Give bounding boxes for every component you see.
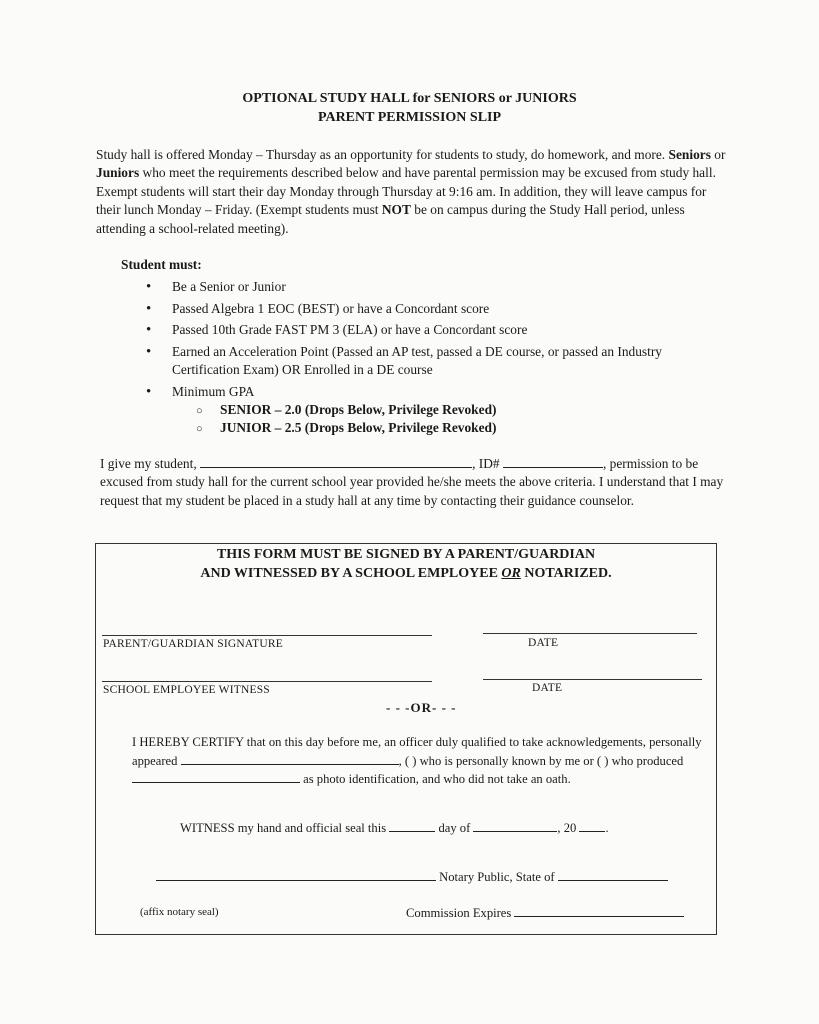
circle-bullet-icon: ○ [196,405,203,417]
witness-text-b: day of [438,821,471,835]
bullet-icon: • [146,344,152,360]
criteria-item [146,278,726,296]
certify-text-a: I HEREBY CERTIFY that on this day before me, an officer duly qualified to take acknowledgements, personally appeared [132,735,702,768]
signature-box [95,543,717,935]
intro-or: or [714,147,726,162]
parent-date-label: DATE [528,637,559,649]
notary-label: Notary Public, State of [439,870,555,884]
criteria-item-text: Be a Senior or Junior [172,279,286,294]
criteria-heading: Student must: [121,257,202,272]
witness-text-a: WITNESS my hand and official seal this [180,821,387,835]
parent-signature-label: PARENT/GUARDIAN SIGNATURE [103,638,283,650]
gpa-junior-text: JUNIOR – 2.5 (Drops Below, Privilege Revoked) [220,420,497,435]
appeared-name-field[interactable] [181,752,399,765]
notary-seal-label: (affix notary seal) [140,906,219,918]
gpa-senior-text: SENIOR – 2.0 (Drops Below, Privilege Revoked) [220,402,497,417]
form-title: OPTIONAL STUDY HALL for SENIORS or JUNIORS [242,91,577,106]
criteria-item [146,383,726,401]
box-title-line2 [96,566,716,582]
intro-juniors: Juniors [96,165,140,181]
student-id-field[interactable] [503,455,603,468]
commission-line [406,904,684,921]
criteria-item [146,300,726,318]
parent-signature-line[interactable] [102,635,432,636]
intro-text-3: be on campus during the Study Hall period, unless attending a school-related meeting). [96,202,685,236]
box-title-part-a: AND WITNESSED BY A SCHOOL EMPLOYEE [200,566,498,581]
commission-label: Commission Expires [406,906,512,920]
day-field[interactable] [389,819,435,832]
gpa-senior [196,401,496,420]
form-subtitle: PARENT PERMISSION SLIP [317,110,502,125]
notary-certification [132,734,717,789]
witness-text-c: , 20 [557,821,577,835]
gpa-junior [196,419,496,438]
or-divider: - - -OR- - - [386,700,457,715]
witness-signature-label: SCHOOL EMPLOYEE WITNESS [103,684,270,696]
permission-label: , permission [602,456,669,471]
intro-not: NOT [381,202,411,218]
bullet-icon: • [146,322,152,338]
box-title-or: OR [501,566,521,581]
criteria-item-text: Earned an Acceleration Point (Passed an AP test, passed a DE course, or passed an Industry Certification Exam) OR Enrolled in a DE course [172,344,662,378]
witness-signature-line[interactable] [102,681,432,682]
intro-paragraph [96,146,726,238]
notary-line [156,868,668,885]
photo-id-field[interactable] [132,770,300,783]
circle-bullet-icon: ○ [196,423,203,435]
permission-give: I give my student, [100,456,197,471]
box-title-line1: THIS FORM MUST BE SIGNED BY A PARENT/GUARDIAN [216,547,596,562]
student-name-field[interactable] [200,455,472,468]
intro-seniors: Seniors [668,147,711,162]
witness-date-label: DATE [532,682,563,694]
bullet-icon: • [146,384,152,400]
witness-text-d: . [605,821,609,835]
bullet-icon: • [146,301,152,317]
certify-text-c: as photo identification, and who did not take an oath. [303,772,571,786]
permission-rest: to be excused from study hall for the current school year provided he/she meets the above criteria. I understand that I may request that my student be placed in a study hall at any time by contacting their guidance counselor. [100,456,724,508]
criteria-item-text: Passed Algebra 1 EOC (BEST) or have a Concordant score [172,301,490,316]
year-field[interactable] [579,819,605,832]
notary-state-field[interactable] [558,868,668,881]
criteria-item [146,321,726,339]
criteria-item-text: Passed 10th Grade FAST PM 3 (ELA) or have a Concordant score [172,322,528,337]
box-title-part-b: NOTARIZED. [524,566,612,581]
criteria-item [146,343,706,380]
witness-date-line[interactable] [483,679,702,680]
notary-signature-field[interactable] [156,868,436,881]
commission-expires-field[interactable] [514,904,684,917]
parent-date-line[interactable] [483,633,697,634]
witness-seal-line [180,819,609,836]
intro-text-2: who meet the requirements described below and have parental permission may be excused from study hall. Exempt students will start their day Monday through Thursday at 9:16 am. In addition, they will leave campus for their lunch Monday – Friday. (Exempt students must [96,165,716,218]
criteria-item-text: Minimum GPA [172,384,255,399]
permission-statement [100,455,730,510]
bullet-icon: • [146,279,152,295]
certify-text-b: , ( ) who is personally known by me or ( ) who produced [398,753,684,768]
permission-id-label: , ID# [472,456,500,471]
intro-text-1: Study hall is offered Monday – Thursday as an opportunity for students to study, do homework, and more. [96,147,666,162]
month-field[interactable] [473,819,557,832]
